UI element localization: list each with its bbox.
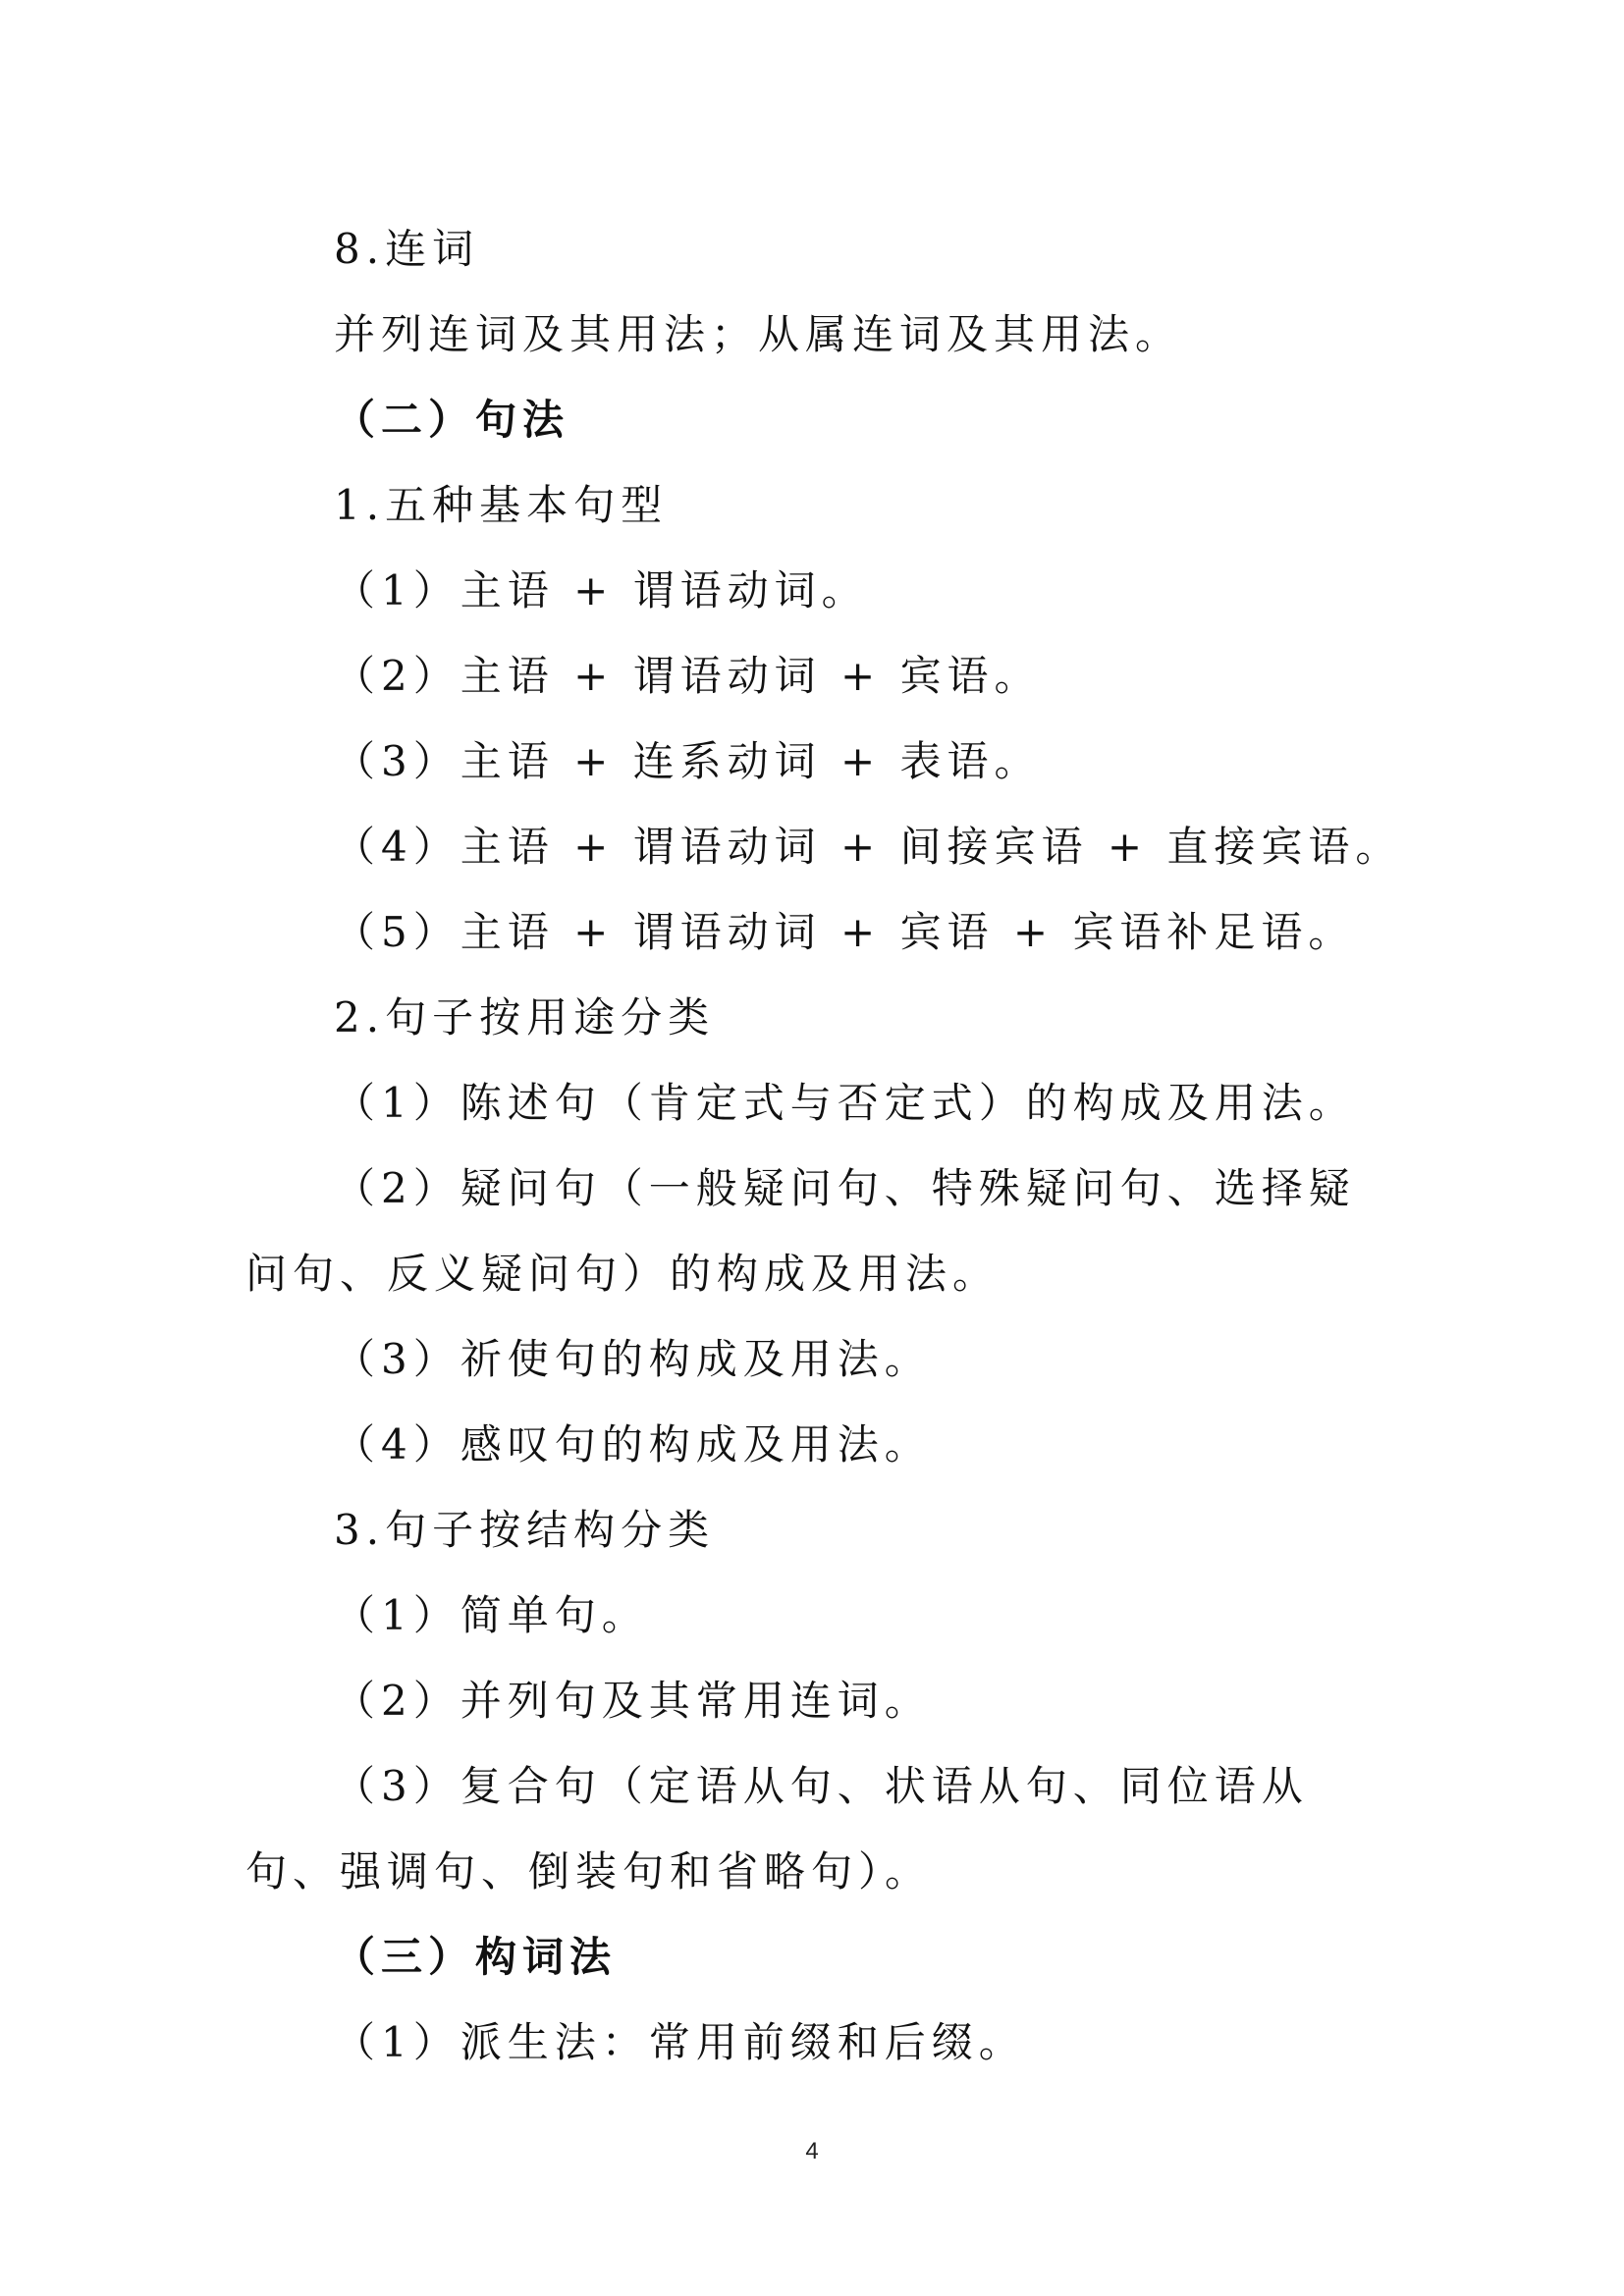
list-item: （1）派生法：常用前缀和后缀。 <box>334 2018 1026 2066</box>
subsection-heading: 3.句子按结构分类 <box>334 1506 716 1554</box>
item-heading-conjunctions: 8.连词 <box>334 225 480 273</box>
list-item: （1）主语 + 谓语动词。 <box>334 566 869 614</box>
subsection-heading: 2.句子按用途分类 <box>334 993 716 1041</box>
list-item: （4）感叹句的构成及用法。 <box>334 1420 932 1468</box>
page-number: 4 <box>805 2138 819 2164</box>
section-heading-word-formation: （三）构词法 <box>334 1933 618 1981</box>
section-heading-syntax: （二）句法 <box>334 396 570 444</box>
list-item: （3）复合句（定语从句、状语从句、同位语从句、强调句、倒装句和省略句）。 <box>245 1762 1309 1896</box>
list-item: （2）疑问句（一般疑问句、特殊疑问句、选择疑问句、反义疑问句）的构成及用法。 <box>245 1164 1356 1298</box>
list-item: （1）陈述句（肯定式与否定式）的构成及用法。 <box>334 1079 1356 1127</box>
list-item: （3）主语 + 连系动词 + 表语。 <box>334 737 1042 785</box>
list-item: （2）主语 + 谓语动词 + 宾语。 <box>334 652 1042 700</box>
list-item: （2）并列句及其常用连词。 <box>334 1677 932 1725</box>
list-item: （1）简单句。 <box>334 1591 649 1639</box>
document-body <box>245 206 1403 2085</box>
list-item: （4）主语 + 谓语动词 + 间接宾语 + 直接宾语。 <box>334 823 1403 871</box>
list-item: （5）主语 + 谓语动词 + 宾语 + 宾语补足语。 <box>334 908 1356 956</box>
subsection-heading: 1.五种基本句型 <box>334 481 669 529</box>
paragraph: 并列连词及其用法；从属连词及其用法。 <box>334 310 1183 358</box>
list-item: （3）祈使句的构成及用法。 <box>334 1335 932 1383</box>
